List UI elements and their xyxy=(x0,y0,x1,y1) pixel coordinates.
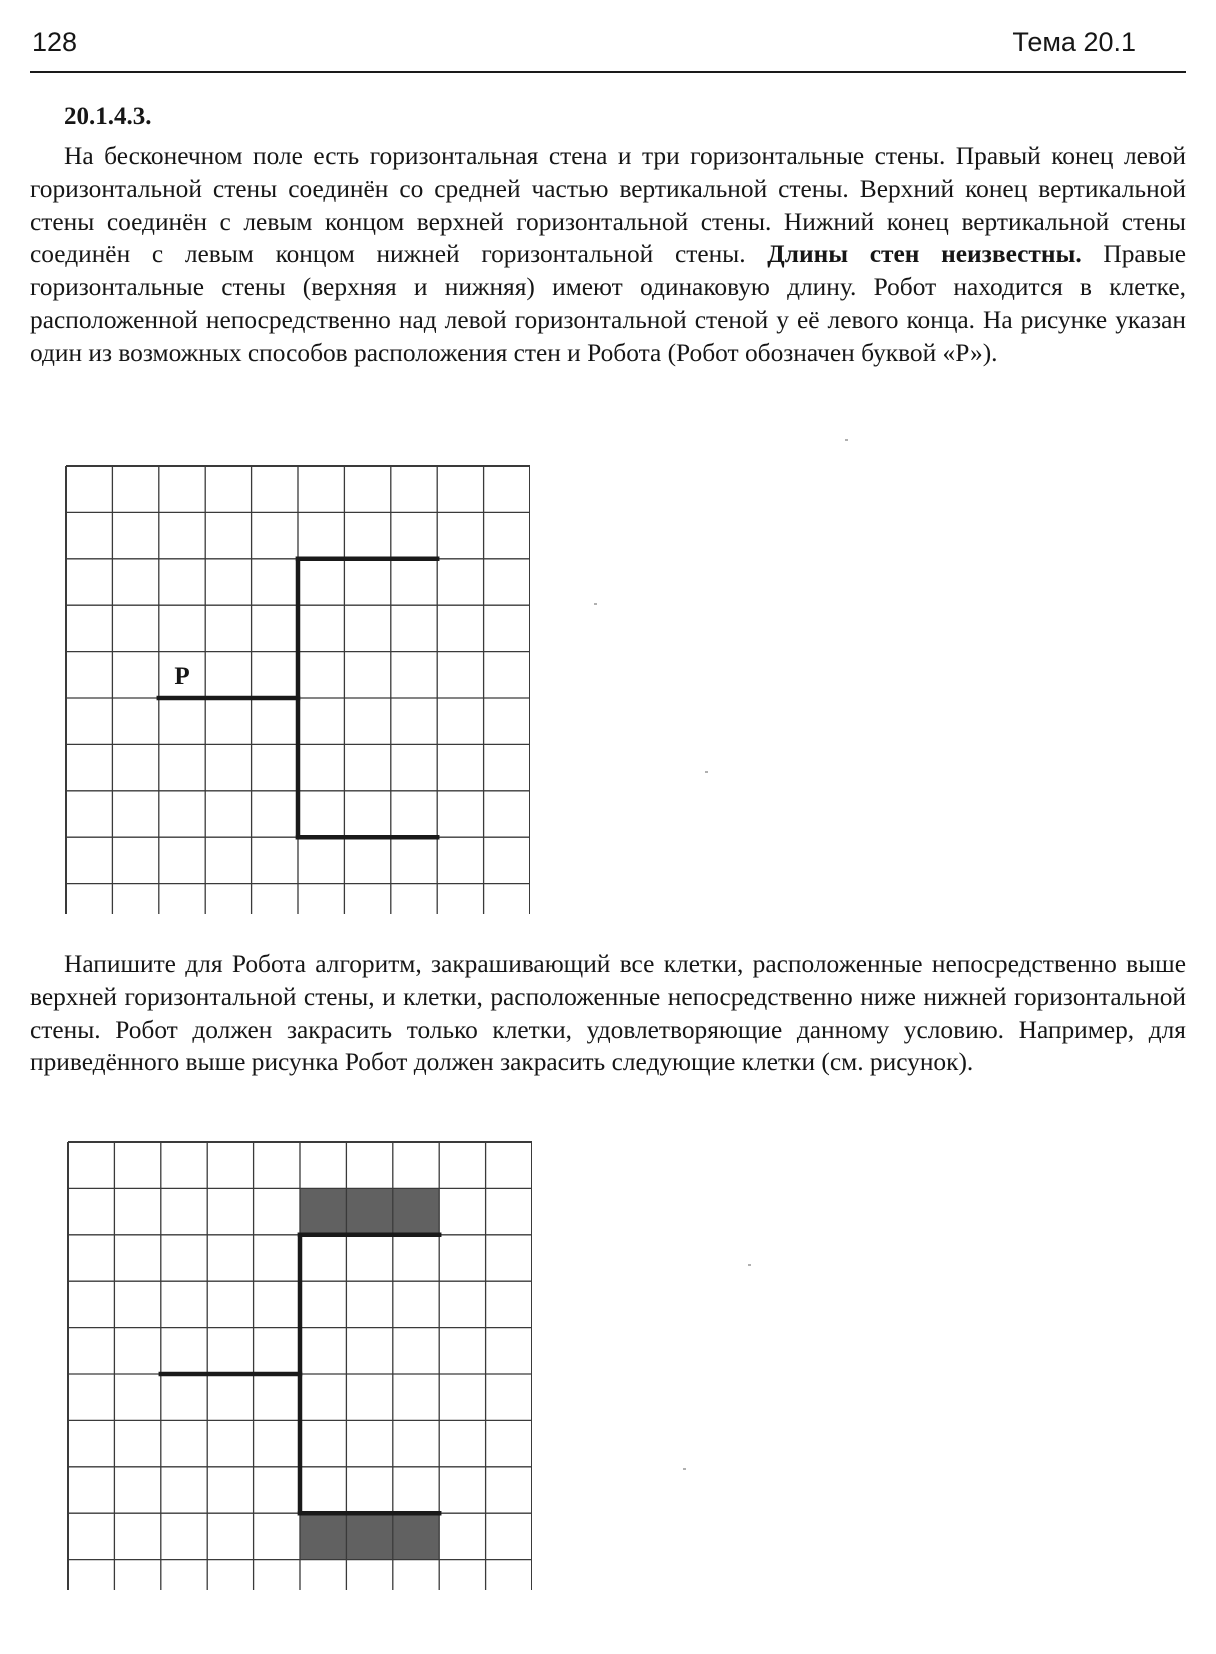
scan-speck xyxy=(683,1468,686,1470)
painted-cell xyxy=(346,1188,392,1234)
robot-marker: Р xyxy=(174,662,190,690)
painted-cell xyxy=(393,1513,439,1559)
scan-speck xyxy=(748,1264,751,1266)
painted-cell xyxy=(300,1188,346,1234)
painted-cells-figure xyxy=(66,1140,532,1590)
header-rule xyxy=(30,71,1186,73)
scan-speck xyxy=(594,603,597,605)
page-number: 128 xyxy=(32,27,78,57)
problem-number: 20.1.4.3. xyxy=(64,103,152,130)
scan-speck xyxy=(845,439,848,441)
statement-text-part-1: На бесконечном поле есть горизонтальная стена и три горизонтальные стены. Правый конец левой горизонтальной стены соединён со средней частью вертикальной стены. Верхний конец вертикальной стены соединён с левым концом верхней горизонтальной стены. Нижний конец вертикальной стены соединён с левым концом нижней горизонтальной стены. xyxy=(30,142,1186,269)
running-head: Тема 20.1 xyxy=(1012,27,1136,57)
wall-layout-figure xyxy=(64,464,530,914)
painted-cell xyxy=(346,1513,392,1559)
statement-text-part-2: Правые горизонтальные стены (верхняя и нижняя) имеют одинаковую длину. Робот находится в клетке, расположенной непосредственно над левой горизонтальной стеной у её левого конца. На рисунке указан один из возможных способов расположения стен и Робота (Робот обозначен буквой «Р»). xyxy=(30,240,1187,367)
painted-cell xyxy=(393,1188,439,1234)
task-statement: Напишите для Робота алгоритм, закрашивающий все клетки, расположенные непосредственно выше верхней горизонтальной стены, и клетки, расположенные непосредственно ниже нижней горизонтальной стены. Робот должен закрасить только клетки, удовлетворяющие данному условию. Например, для приведённого выше рисунка Робот должен закрасить следующие клетки (см. рисунок). xyxy=(30,950,1186,1077)
painted-cell xyxy=(300,1513,346,1559)
problem-statement xyxy=(30,140,1186,370)
scan-speck xyxy=(705,771,708,773)
statement-bold-text: Длины стен неизвестны. xyxy=(767,240,1082,269)
